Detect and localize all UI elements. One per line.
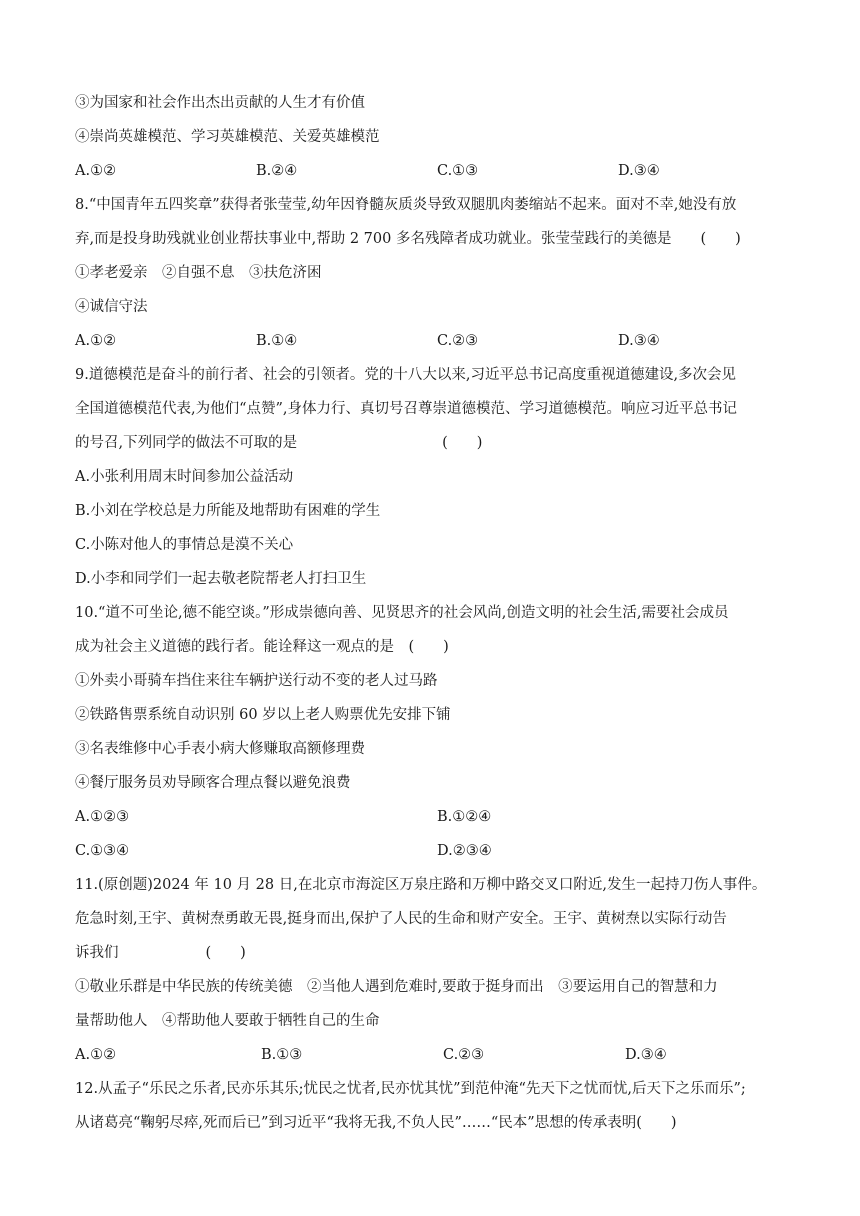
q10-stem-line-1: 10.“道不可坐论,德不能空谈。”形成崇德向善、见贤思齐的社会风尚,创造文明的社会生活,需要社会成员 [75,605,729,621]
q8-item-4: ④诚信守法 [75,299,148,315]
q12-stem-line-1: 12.从孟子“乐民之乐者,民亦乐其乐;忧民之忧者,民亦忧其忧”到范仲淹“先天下之忧而忧,后天下之乐而乐”; [75,1081,746,1097]
q11-option-b: B.①③ [261,1047,303,1063]
q11-items-line-1: ①敬业乐群是中华民族的传统美德 ②当他人遇到危难时,要敢于挺身而出 ③要运用自己的智慧和力 [75,979,718,995]
q10-item-3: ③名表维修中心手表小病大修赚取高额修理费 [75,741,365,757]
q9-stem-line-1: 9.道德模范是奋斗的前行者、社会的引领者。党的十八大以来,习近平总书记高度重视道德建设,多次会见 [75,367,737,383]
q7-option-d: D.③④ [618,163,660,179]
q8-option-a: A.①② [75,333,117,349]
q7-option-a: A.①② [75,163,117,179]
q9-option-d: D.小李和同学们一起去敬老院帮老人打扫卫生 [75,571,367,587]
q8-stem-line-1: 8.“中国青年五四奖章”获得者张莹莹,幼年因脊髓灰质炎导致双腿肌肉萎缩站不起来。面对不幸,她没有放 [75,197,737,213]
q10-option-a: A.①②③ [75,809,130,825]
q8-option-b: B.①④ [256,333,298,349]
q7-option-c: C.①③ [437,163,479,179]
q8-option-d: D.③④ [618,333,660,349]
q8-items-1-3: ①孝老爱亲 ②自强不息 ③扶危济困 [75,265,322,281]
q9-option-a: A.小张利用周末时间参加公益活动 [75,469,294,485]
q8-option-c: C.②③ [437,333,479,349]
q8-stem-line-2: 弃,而是投身助残就业创业帮扶事业中,帮助 2 700 多名残障者成功就业。张莹莹践行的美德是 ( ) [75,231,741,247]
q10-option-c: C.①③④ [75,843,130,859]
q7-option-b: B.②④ [256,163,298,179]
q10-item-4: ④餐厅服务员劝导顾客合理点餐以避免浪费 [75,775,351,791]
q11-stem-line-3: 诉我们 ( ) [75,945,246,961]
q11-stem-line-2: 危急时刻,王宇、黄树焘勇敢无畏,挺身而出,保护了人民的生命和财产安全。王宇、黄树焘以实际行动告 [75,911,727,927]
q11-stem-line-1: 11.(原创题)2024 年 10 月 28 日,在北京市海淀区万泉庄路和万柳中路交叉口附近,发生一起持刀伤人事件。 [75,877,767,893]
q11-option-a: A.①② [75,1047,117,1063]
q11-option-d: D.③④ [625,1047,667,1063]
q10-option-d: D.②③④ [437,843,492,859]
q9-option-c: C.小陈对他人的事情总是漠不关心 [75,537,294,553]
q9-stem-line-2: 全国道德模范代表,为他们“点赞”,身体力行、真切号召尊崇道德模范、学习道德模范。响应习近平总书记 [75,401,738,417]
q10-item-2: ②铁路售票系统自动识别 60 岁以上老人购票优先安排下铺 [75,707,451,723]
q7-item-4: ④崇尚英雄模范、学习英雄模范、关爱英雄模范 [75,129,380,145]
q12-stem-line-2: 从诸葛亮“鞠躬尽瘁,死而后已”到习近平“我将无我,不负人民”……“民本”思想的传承表明( ) [75,1115,677,1131]
q10-stem-line-2: 成为社会主义道德的践行者。能诠释这一观点的是 ( ) [75,639,449,655]
q7-item-3: ③为国家和社会作出杰出贡献的人生才有价值 [75,95,365,111]
q9-option-b: B.小刘在学校总是力所能及地帮助有困难的学生 [75,503,381,519]
q9-stem-line-3: 的号召,下列同学的做法不可取的是 ( ) [75,435,483,451]
q11-items-line-2: 量帮助他人 ④帮助他人要敢于牺牲自己的生命 [75,1013,380,1029]
q10-item-1: ①外卖小哥骑车挡住来往车辆护送行动不变的老人过马路 [75,673,438,689]
q11-option-c: C.②③ [443,1047,485,1063]
q10-option-b: B.①②④ [437,809,492,825]
